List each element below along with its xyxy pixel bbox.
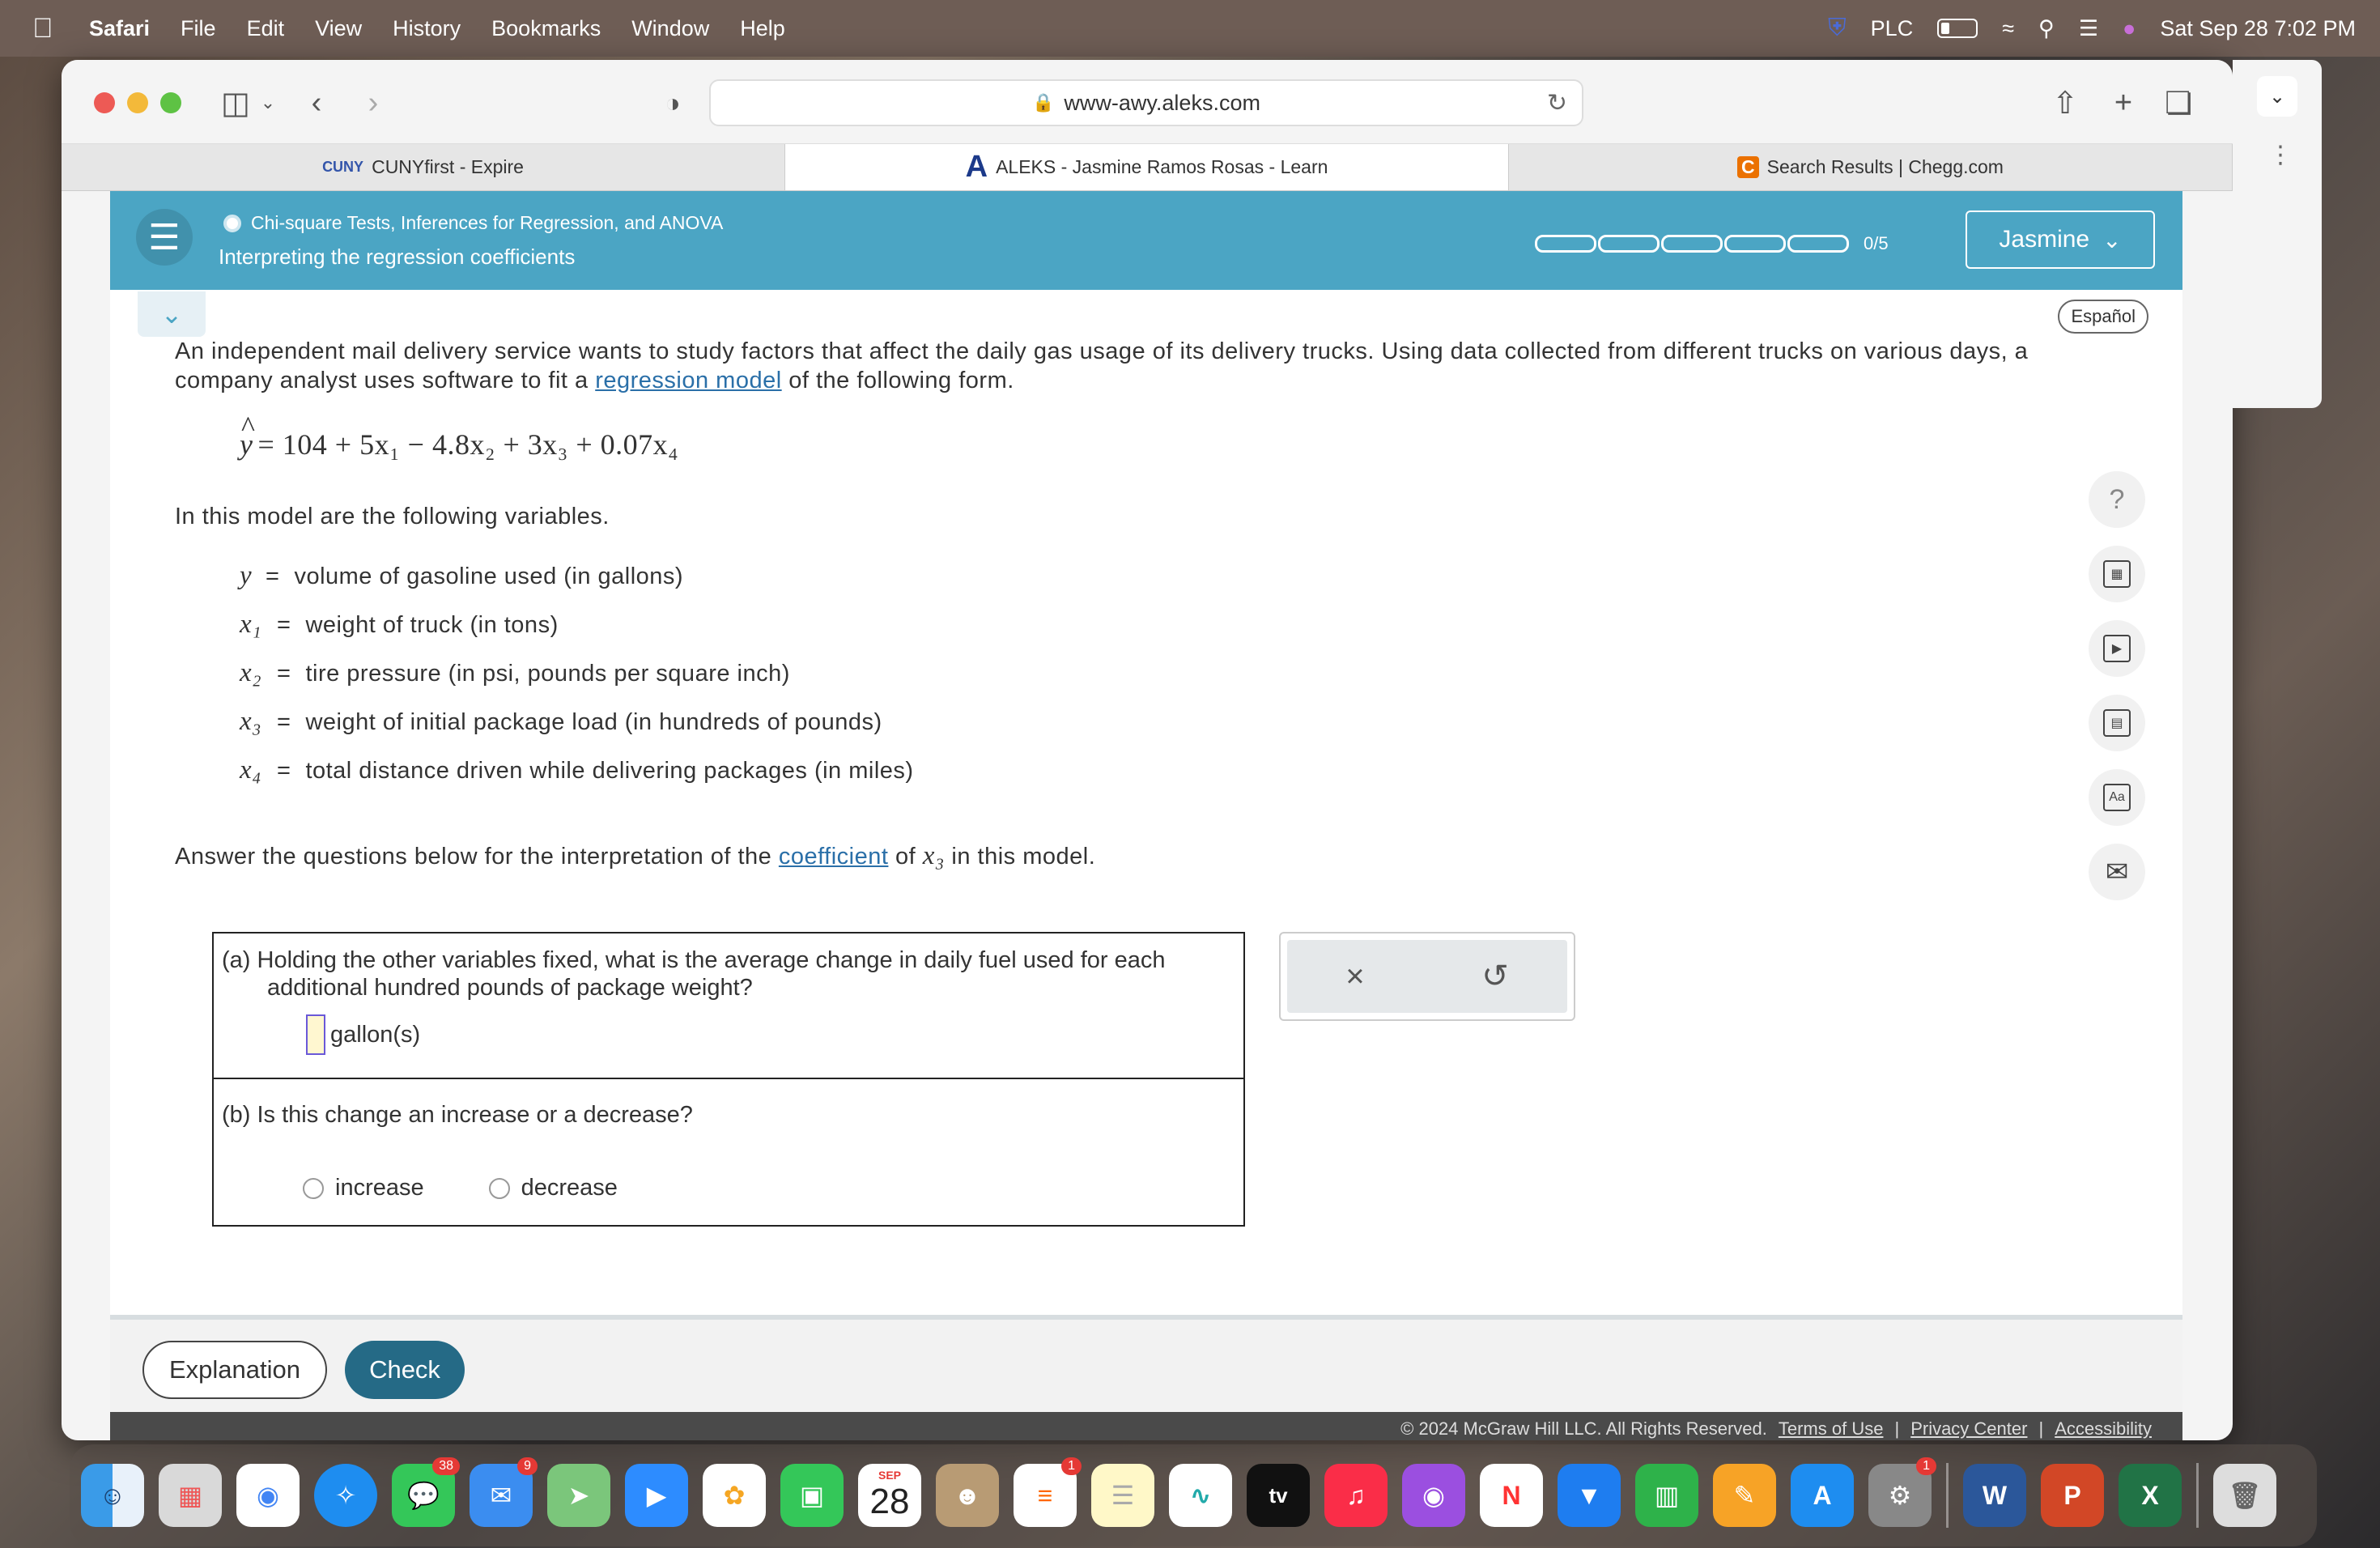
photos-icon[interactable]: ✿: [703, 1464, 766, 1527]
search-icon[interactable]: ⚲: [2038, 15, 2055, 40]
unit-label: gallon(s): [330, 1021, 421, 1048]
cuny-icon: CUNY: [322, 159, 364, 175]
equation-rhs: = 104 + 5x₁ − 4.8x₂ + 3x₃ + 0.07x₄: [257, 428, 679, 461]
progress-bar: [1535, 233, 1889, 254]
minimize-window-button[interactable]: [127, 92, 148, 113]
share-icon[interactable]: ⇧: [2052, 86, 2078, 121]
tab-label: ALEKS - Jasmine Ramos Rosas - Learn: [996, 156, 1328, 177]
menu-file[interactable]: File: [181, 15, 216, 40]
menu-bar: [0, 0, 2380, 57]
safari-icon[interactable]: ✧: [314, 1464, 377, 1527]
facetime-icon[interactable]: ▣: [780, 1464, 844, 1527]
progress-segment: [1787, 235, 1849, 253]
menu-bookmarks[interactable]: Bookmarks: [491, 15, 601, 40]
topic-dot-icon: [223, 215, 241, 232]
mail-icon[interactable]: ✉: [2089, 844, 2145, 900]
new-tab-icon[interactable]: +: [2114, 85, 2133, 120]
variable-symbol: y: [240, 561, 253, 590]
part-a: [214, 933, 1243, 1079]
more-options-icon[interactable]: ⋮: [2268, 142, 2293, 168]
user-name: Jasmine: [1999, 226, 2090, 253]
vpn-shield-icon[interactable]: ⛨: [1828, 15, 1847, 41]
chegg-icon: C: [1737, 156, 1759, 178]
coefficient-link[interactable]: coefficient: [778, 844, 889, 870]
menu-view[interactable]: View: [315, 15, 363, 40]
dictionary-icon[interactable]: Aa: [2089, 769, 2145, 826]
variable-description: total distance driven while delivering packages (in miles): [305, 758, 914, 784]
copyright: © 2024 McGraw Hill LLC. All Rights Reserved.: [1400, 1418, 1767, 1439]
topic-title: [223, 212, 723, 234]
footer: [110, 1412, 2182, 1440]
vpn-label: PLC: [1870, 15, 1914, 40]
keynote-icon[interactable]: ▼: [1558, 1464, 1621, 1527]
settings-badge: 1: [1916, 1457, 1936, 1475]
intro-text: An independent mail delivery service wants to study factors that affect the daily gas usage of its delivery trucks. Using data collected from different trucks on various days, a company analyst uses software to fit a: [175, 338, 2029, 393]
launchpad-icon[interactable]: ▦: [159, 1464, 222, 1527]
address-bar[interactable]: [709, 79, 1583, 126]
answer-box: [212, 932, 1245, 1227]
progress-segment: [1661, 235, 1723, 253]
question-text-of: of: [895, 844, 916, 870]
reminders-badge: 1: [1061, 1457, 1082, 1475]
aleks-icon: A: [965, 150, 988, 184]
reload-icon[interactable]: ↻: [1546, 90, 1567, 117]
variable-description: tire pressure (in psi, pounds per square inch): [305, 661, 790, 687]
sidebar-toggle-icon[interactable]: ◫: [221, 86, 250, 121]
accessibility-link[interactable]: Accessibility: [2055, 1418, 2152, 1439]
music-icon[interactable]: ♫: [1324, 1464, 1388, 1527]
footer-separator: |: [2038, 1418, 2044, 1439]
part-a-answer: [306, 1014, 420, 1055]
lock-icon: 🔒: [1032, 92, 1055, 113]
aleks-page: [110, 191, 2182, 1440]
user-menu-button[interactable]: [1966, 211, 2155, 269]
app-store-icon[interactable]: A: [1791, 1464, 1854, 1527]
notes-icon[interactable]: ☰: [1091, 1464, 1154, 1527]
progress-segment: [1724, 235, 1786, 253]
side-toolbar: [2089, 471, 2145, 900]
siri-icon[interactable]: ●: [2123, 15, 2136, 40]
variables-list: [240, 561, 2077, 804]
browser-toolbar: [62, 60, 2233, 144]
question-text: Answer the questions below for the interpretation of the: [175, 844, 772, 870]
variable-equals: =: [277, 612, 291, 638]
clear-icon[interactable]: ×: [1345, 958, 1365, 994]
messages-badge: 38: [432, 1457, 460, 1475]
part-b: [214, 1079, 1243, 1225]
variable-description: volume of gasoline used (in gallons): [294, 563, 684, 589]
tab-label: CUNYfirst - Expire: [372, 156, 524, 177]
dock-separator: [2196, 1463, 2199, 1528]
trash-icon[interactable]: 🗑: [2213, 1464, 2276, 1527]
question-variable: x₃: [922, 841, 945, 870]
maps-icon[interactable]: ➤: [547, 1464, 610, 1527]
answer-tools: [1279, 932, 1575, 1021]
explanation-button[interactable]: Explanation: [142, 1341, 327, 1399]
messages-icon[interactable]: 💬 38: [392, 1464, 455, 1527]
calendar-icon[interactable]: [858, 1464, 921, 1527]
calendar-day: 28: [869, 1482, 910, 1521]
freeform-icon[interactable]: ∿: [1169, 1464, 1232, 1527]
chrome-icon[interactable]: ◉: [236, 1464, 300, 1527]
numbers-icon[interactable]: ▥: [1635, 1464, 1698, 1527]
pages-icon[interactable]: ✎: [1713, 1464, 1776, 1527]
variable-row: [240, 658, 2077, 707]
tab-chegg[interactable]: [1509, 144, 2233, 190]
increase-option[interactable]: [303, 1175, 424, 1201]
background-window: [2233, 60, 2322, 408]
word-icon[interactable]: W: [1963, 1464, 2026, 1527]
check-button[interactable]: Check: [345, 1341, 465, 1399]
terms-link[interactable]: Terms of Use: [1778, 1418, 1884, 1439]
variable-equals: =: [277, 758, 291, 784]
lesson-title: Interpreting the regression coefficients: [219, 245, 576, 269]
apple-icon[interactable]: [32, 13, 65, 45]
forward-icon[interactable]: ›: [368, 85, 379, 120]
variable-equals: =: [277, 661, 291, 687]
problem-intro: [175, 337, 2077, 395]
progress-segment: [1535, 235, 1596, 253]
back-icon[interactable]: ‹: [311, 85, 322, 120]
option-label: decrease: [521, 1175, 618, 1201]
variable-row: [240, 561, 2077, 610]
tab-aleks[interactable]: [785, 144, 1509, 190]
apple-tv-icon[interactable]: tv: [1247, 1464, 1310, 1527]
window-controls: [94, 92, 181, 113]
progress-segment: [1598, 235, 1660, 253]
privacy-link[interactable]: Privacy Center: [1910, 1418, 2028, 1439]
calendar-month: SEP: [878, 1469, 901, 1482]
tab-cunyfirst[interactable]: [62, 144, 785, 190]
system-settings-icon[interactable]: ⚙ 1: [1868, 1464, 1932, 1527]
finder-icon[interactable]: ☺: [81, 1464, 144, 1527]
menu-icon[interactable]: ☰: [136, 209, 193, 266]
footer-separator: |: [1894, 1418, 1900, 1439]
collapse-chevron-icon[interactable]: ⌄: [138, 291, 206, 337]
regression-model-link[interactable]: regression model: [595, 368, 782, 393]
question-instruction: [175, 841, 2077, 871]
bottom-bar: [110, 1315, 2182, 1440]
variable-symbol: x₄: [240, 755, 262, 785]
change-direction-options: [303, 1175, 618, 1201]
menu-app-name[interactable]: Safari: [89, 15, 151, 40]
calculator-icon[interactable]: ▦: [2089, 546, 2145, 602]
variables-intro: In this model are the following variables.: [175, 504, 610, 529]
variable-symbol: x₃: [240, 707, 262, 736]
intro-text-end: of the following form.: [788, 368, 1014, 393]
variable-equals: =: [277, 709, 291, 735]
zoom-icon[interactable]: ▶: [625, 1464, 688, 1527]
maximize-window-button[interactable]: [160, 92, 181, 113]
contacts-icon[interactable]: ☻: [936, 1464, 999, 1527]
menu-help[interactable]: Help: [740, 15, 785, 40]
tab-bar: [62, 144, 2233, 191]
part-a-question: (a) Holding the other variables fixed, what is the average change in daily fuel used for each additional hundred pounds of package weight?: [222, 947, 1166, 1001]
aleks-header: [110, 191, 2182, 290]
dock-separator: [1946, 1463, 1949, 1528]
mail-badge: 9: [517, 1457, 538, 1475]
option-label: increase: [335, 1175, 424, 1201]
wifi-icon[interactable]: ≈: [2002, 15, 2015, 40]
part-b-question: (b) Is this change an increase or a decrease?: [222, 1102, 693, 1128]
clock[interactable]: Sat Sep 28 7:02 PM: [2160, 15, 2356, 40]
dock: [70, 1444, 2317, 1546]
chevron-down-icon[interactable]: ⌄: [260, 92, 276, 113]
radio-button[interactable]: [303, 1178, 324, 1199]
variable-description: weight of truck (in tons): [305, 612, 559, 638]
podcasts-icon[interactable]: ◉: [1402, 1464, 1465, 1527]
y-hat: ^ y: [240, 427, 253, 461]
url-text: www-awy.aleks.com: [1064, 90, 1260, 115]
menu-history[interactable]: History: [393, 15, 461, 40]
mail-app-icon[interactable]: ✉ 9: [470, 1464, 533, 1527]
help-icon[interactable]: ?: [2089, 471, 2145, 528]
problem-content: [175, 337, 2077, 871]
question-text-end: in this model.: [951, 844, 1096, 870]
reminders-icon[interactable]: ≡ 1: [1014, 1464, 1077, 1527]
fuel-change-input[interactable]: [306, 1014, 325, 1055]
variable-row: [240, 707, 2077, 755]
topic-label: Chi-square Tests, Inferences for Regression, and ANOVA: [251, 212, 724, 233]
privacy-shield-icon[interactable]: ◑: [665, 87, 681, 117]
menu-window[interactable]: Window: [631, 15, 710, 40]
variable-symbol: x₂: [240, 658, 262, 687]
menu-edit[interactable]: Edit: [246, 15, 285, 40]
textbook-icon[interactable]: ▤: [2089, 695, 2145, 751]
video-icon[interactable]: ▶: [2089, 620, 2145, 677]
decrease-option[interactable]: [489, 1175, 618, 1201]
powerpoint-icon[interactable]: P: [2041, 1464, 2104, 1527]
control-center-icon[interactable]: ☰: [2078, 15, 2099, 40]
safari-window: [62, 60, 2233, 1440]
undo-icon[interactable]: ↺: [1481, 959, 1509, 994]
variable-row: [240, 755, 2077, 804]
excel-icon[interactable]: X: [2119, 1464, 2182, 1527]
tab-label: Search Results | Chegg.com: [1766, 156, 2004, 177]
radio-button[interactable]: [489, 1178, 510, 1199]
progress-count: 0/5: [1864, 233, 1889, 253]
tab-overview-icon[interactable]: ❏: [2164, 86, 2193, 121]
variable-description: weight of initial package load (in hundreds of pounds): [305, 709, 882, 735]
battery-icon[interactable]: [1937, 19, 1978, 38]
variable-symbol: x₁: [240, 610, 262, 639]
variable-equals: =: [266, 563, 280, 589]
chevron-down-icon[interactable]: ⌄: [2257, 76, 2297, 117]
news-icon[interactable]: N: [1480, 1464, 1543, 1527]
close-window-button[interactable]: [94, 92, 115, 113]
chevron-down-icon: ⌄: [2102, 227, 2122, 253]
espanol-button[interactable]: Español: [2058, 300, 2148, 334]
variable-row: [240, 610, 2077, 658]
regression-equation: [240, 427, 2077, 461]
